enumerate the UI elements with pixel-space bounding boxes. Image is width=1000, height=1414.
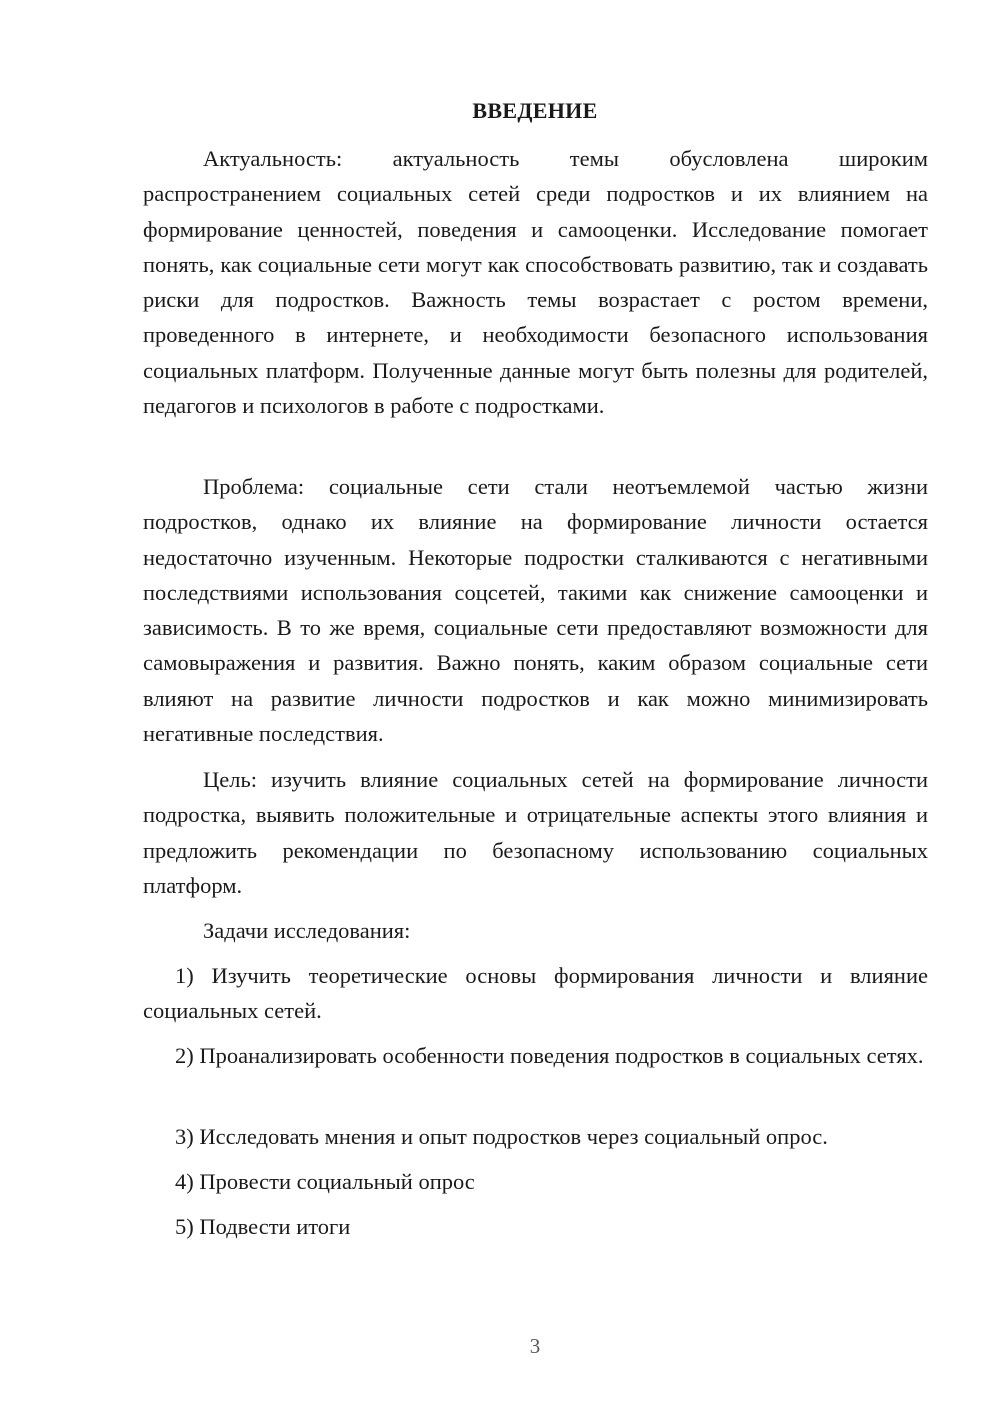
page-number: 3 xyxy=(529,1334,541,1358)
task-item-3: 3) Исследовать мнения и опыт подростков через социальный опрос. xyxy=(175,1124,828,1149)
paragraph-relevance: Актуальность: актуальность темы обусловлена широким распространением социальных сетей среди подростков и их влиянием на формирование ценностей, поведения и самооценки. Исследование помогает понять, как социальные сети могут как способствовать развитию, так и создавать риски для подростков. Важность темы возрастает с ростом времени, проведенного в интернете, и необходимости безопасного использования социальных платформ. Полученные данные могут быть полезны для родителей, педагогов и психологов в работе с подростками. xyxy=(143,146,928,419)
task-item-5: 5) Подвести итоги xyxy=(175,1214,351,1239)
page-title: ВВЕДЕНИЕ xyxy=(472,98,598,123)
task-item-2: 2) Проанализировать особенности поведения подростков в социальных сетях. xyxy=(175,1043,924,1068)
tasks-heading: Задачи исследования: xyxy=(203,918,411,943)
paragraph-problem: Проблема: социальные сети стали неотъемлемой частью жизни подростков, однако их влияние на формирование личности остается недостаточно изученным. Некоторые подростки сталкиваются с негативными последствиями использования соцсетей, такими как снижение самооценки и зависимость. В то же время, социальные сети предоставляют возможности для самовыражения и развития. Важно понять, каким образом социальные сети влияют на развитие личности подростков и как можно минимизировать негативные последствия. xyxy=(143,474,928,747)
task-item-4: 4) Провести социальный опрос xyxy=(175,1169,475,1194)
paragraph-goal: Цель: изучить влияние социальных сетей на формирование личности подростка, выявить положительные и отрицательные аспекты этого влияния и предложить рекомендации по безопасному использованию социальных платформ. xyxy=(143,767,928,898)
task-item-1: 1) Изучить теоретические основы формирования личности и влияние социальных сетей. xyxy=(143,963,928,1024)
